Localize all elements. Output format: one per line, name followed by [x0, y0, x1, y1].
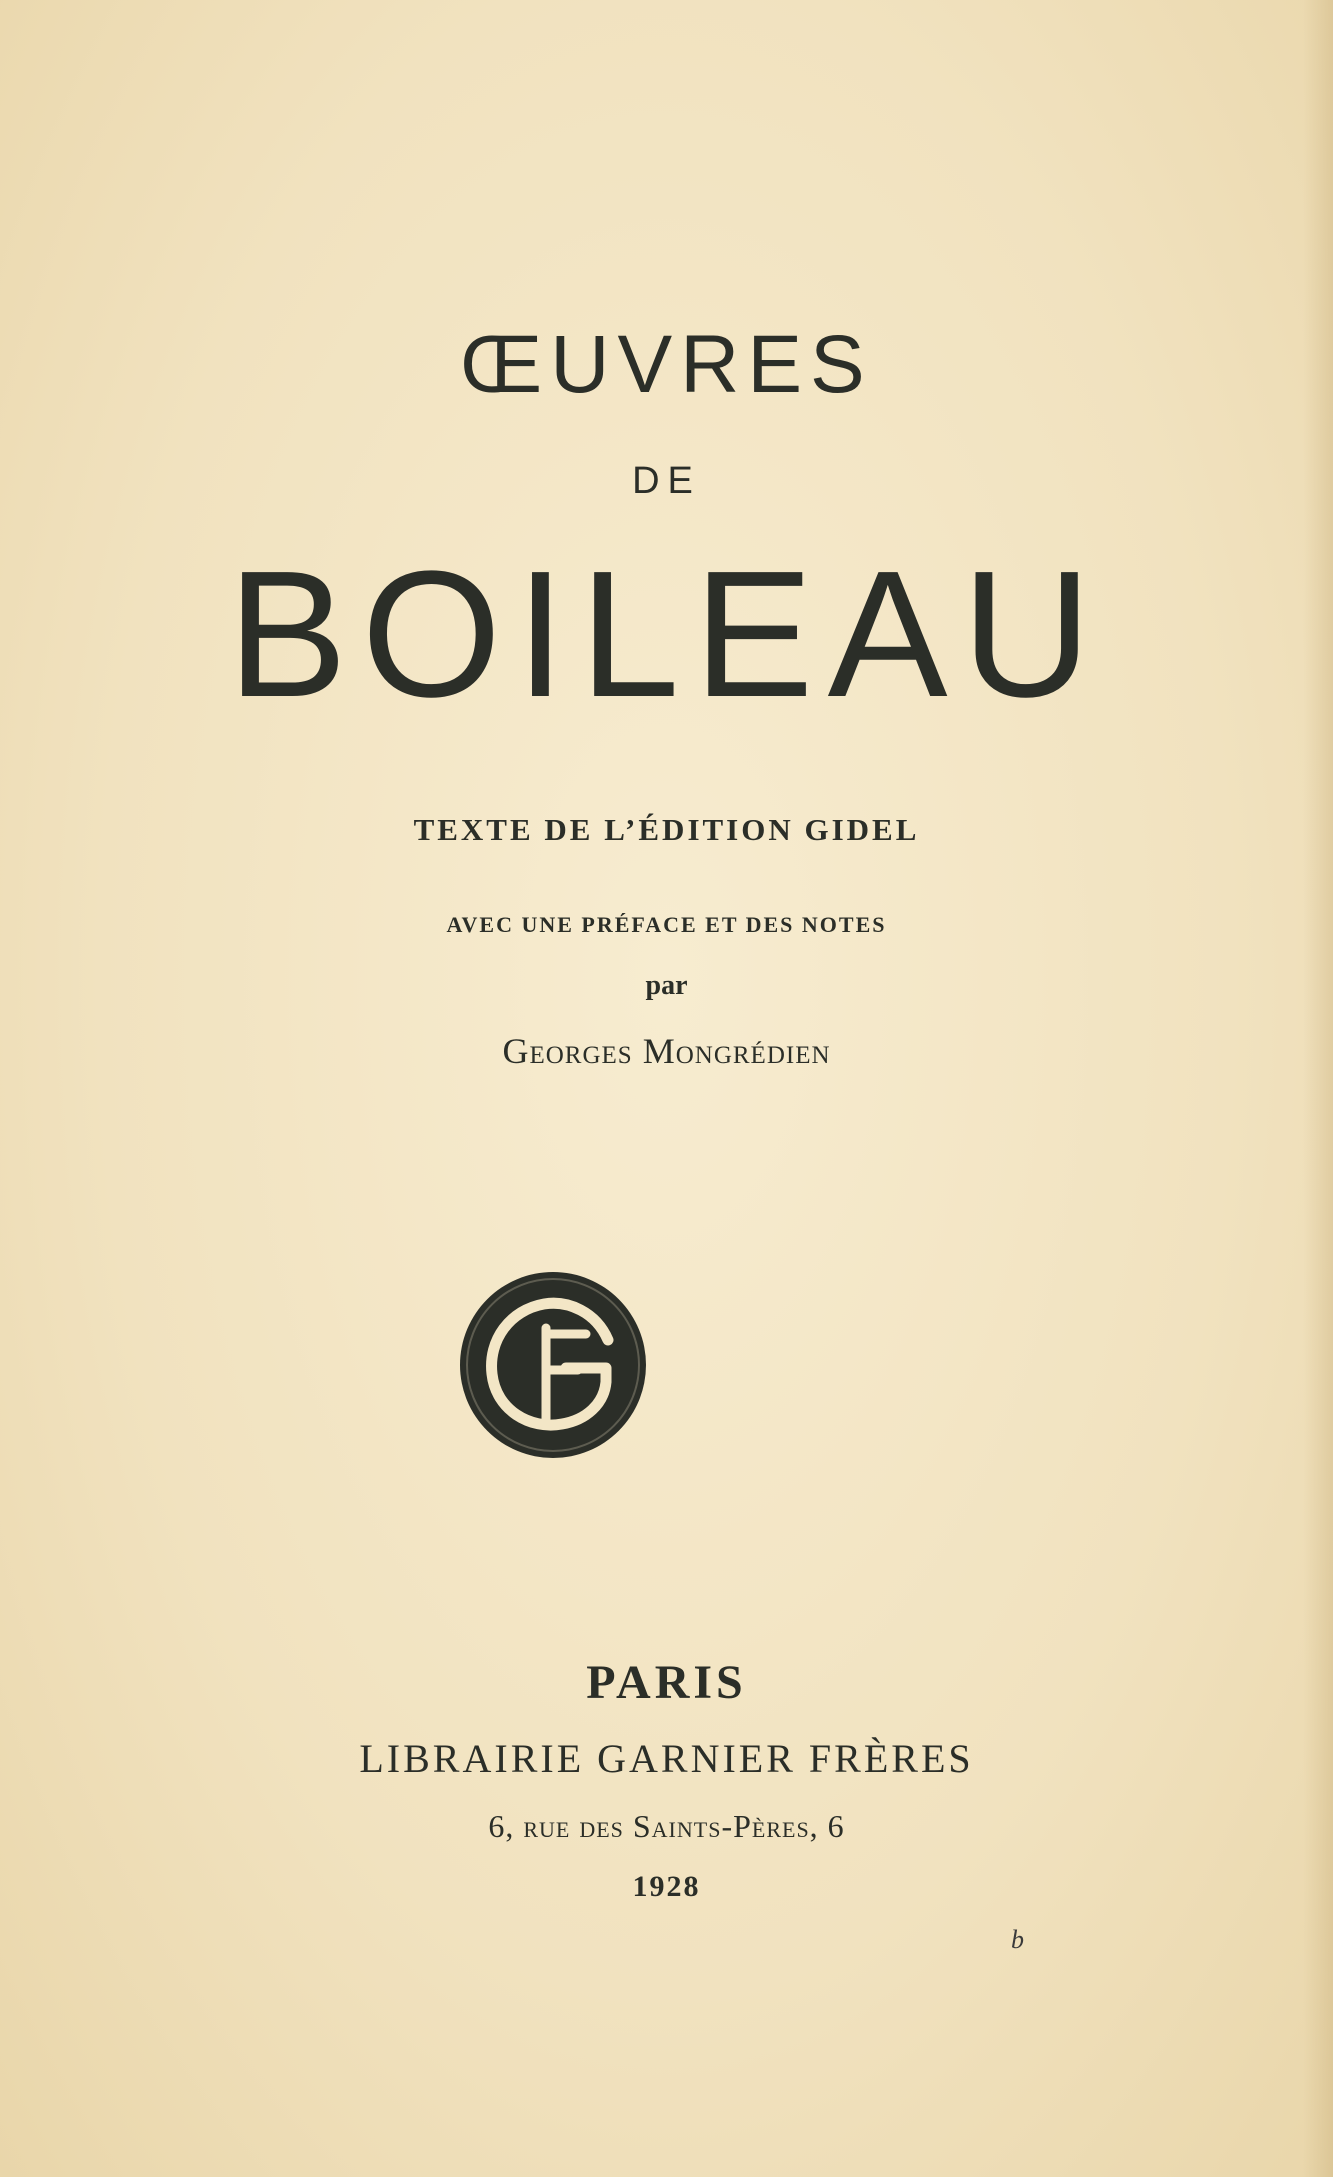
- by-label: par: [645, 970, 688, 1001]
- publisher-logo-icon: [458, 1270, 648, 1460]
- imprint-publisher: LIBRAIRIE GARNIER FRÈRES: [359, 1736, 974, 1781]
- editor-name: Georges Mongrédien: [502, 1031, 831, 1071]
- imprint-year: 1928: [632, 1870, 701, 1903]
- preface-note: AVEC UNE PRÉFACE ET DES NOTES: [446, 912, 887, 937]
- edition-note: TEXTE DE L’ÉDITION GIDEL: [413, 812, 920, 847]
- corner-mark: b: [1011, 1925, 1024, 1954]
- author-name: BOILEAU: [227, 534, 1106, 735]
- imprint-city: PARIS: [586, 1656, 747, 1709]
- work-title: ŒUVRES: [460, 319, 873, 410]
- imprint-address: 6, rue des Saints-Pères, 6: [488, 1808, 845, 1844]
- title-connector: DE: [632, 460, 701, 502]
